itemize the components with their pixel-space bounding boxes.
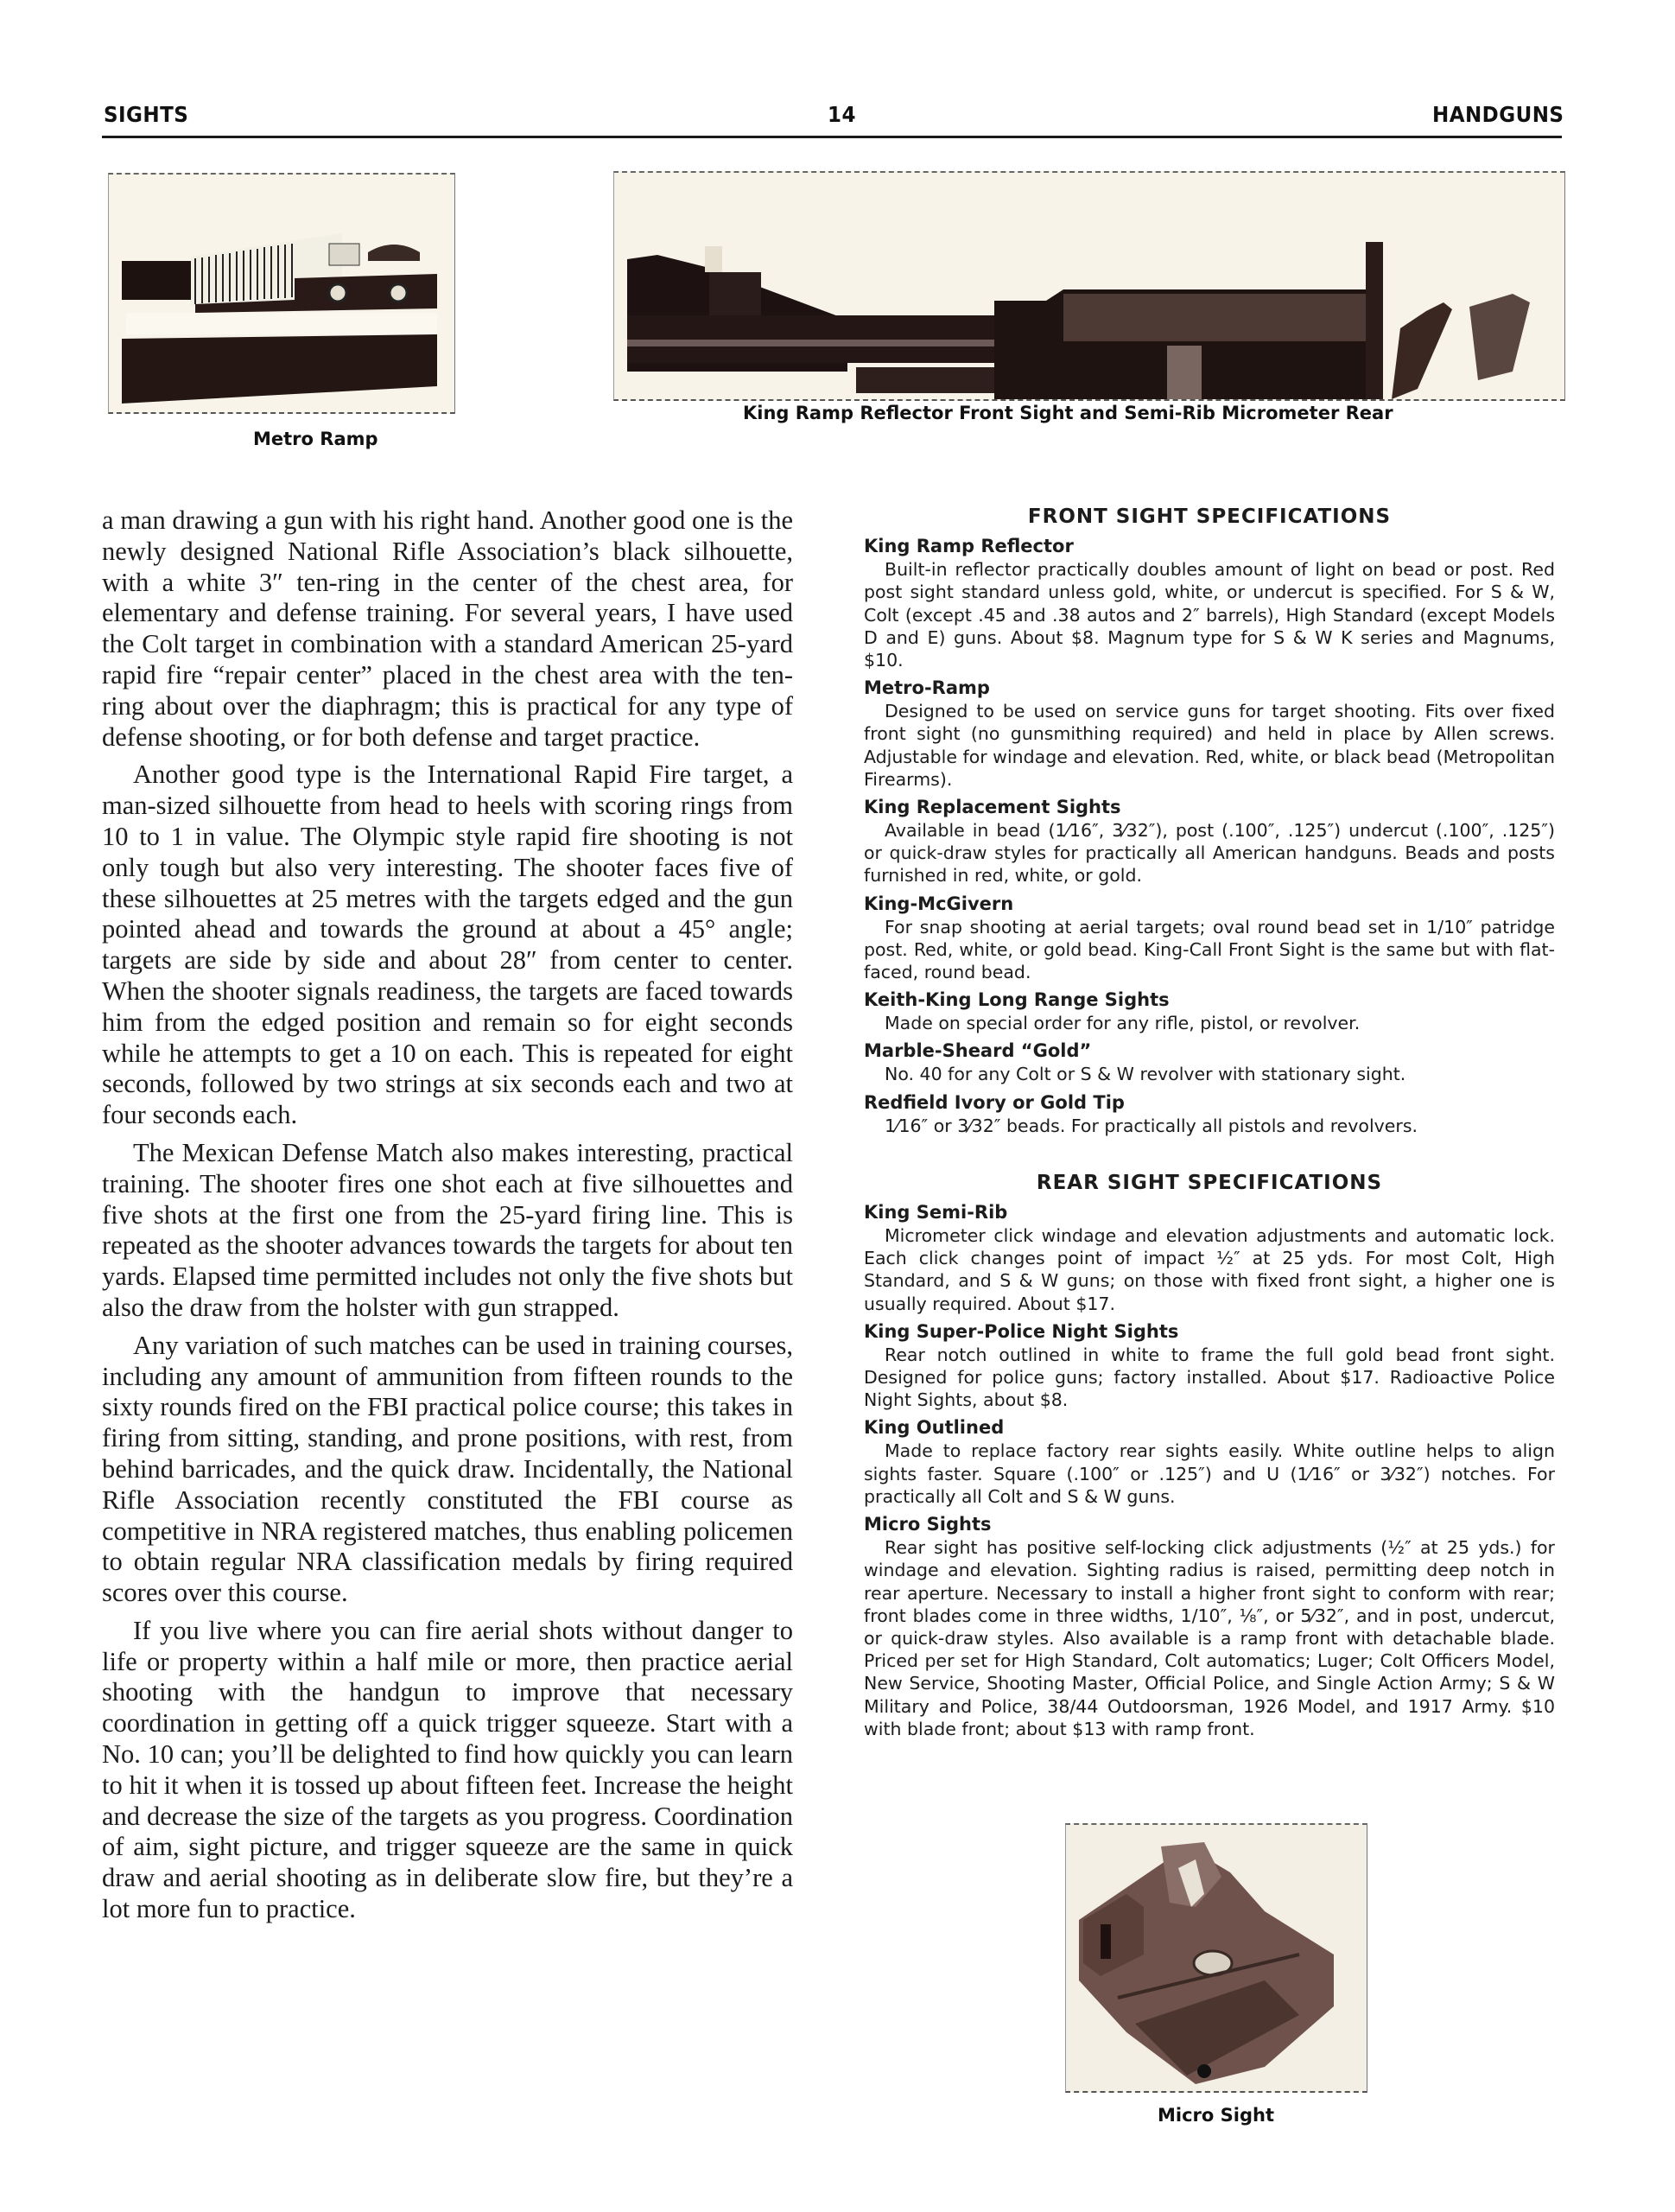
spec-item — [864, 1091, 1555, 1137]
spec-item — [864, 988, 1555, 1034]
spec-item-title: King Outlined — [864, 1417, 1005, 1439]
spec-item-body: Made to replace factory rear sights easily. White outline helps to align sights faster. Square (.100″ or .125″) and U (1⁄16″ or 3⁄32″) notches. For practically all Colt and S & W guns. — [864, 1440, 1555, 1507]
metro-ramp-caption: Metro Ramp — [253, 429, 378, 449]
spec-item-title: King Ramp Reflector — [864, 536, 1074, 557]
spec-item-body: Built-in reflector practically doubles amount of light on bead or post. Red post sight standard unless gold, white, or undercut is specified. For S & W, Colt (except .45 and .38 autos and 2″ barrels), High Standard (except Models D and E) guns. About $8. Magnum type for S & W K series and Magnums, $10. — [864, 559, 1555, 671]
page-number: 14 — [828, 102, 856, 127]
spec-item-title: Metro-Ramp — [864, 677, 990, 699]
spec-item-body: Rear notch outlined in white to frame the full gold bead front sight. Designed for police guns; factory installed. About $17. Radioactive Police Night Sights, about $8. — [864, 1344, 1555, 1411]
spec-item-title: Keith-King Long Range Sights — [864, 989, 1170, 1011]
king-ramp-caption: King Ramp Reflector Front Sight and Semi-Rib Micrometer Rear — [743, 403, 1393, 423]
front-sight-heading: FRONT SIGHT SPECIFICATIONS — [1027, 505, 1392, 528]
spec-item — [864, 535, 1555, 671]
paragraph: a man drawing a gun with his right hand. Another good one is the newly designed National Rifle Association’s black silhouette, with a white 3″ ten-ring in the center of the chest area, for elementary and defense training. For several years, I have used the Colt target in combination with a standard American 25-yard rapid fire “repair center” placed in the chest area with the ten-ring about over the diaphragm; this is practical for any type of defense shooting, or for both defense and target practice. — [102, 505, 793, 752]
running-header-book: HANDGUNS — [1432, 102, 1564, 127]
micro-sight-photo — [1065, 1823, 1367, 2093]
header-rule — [102, 136, 1562, 138]
spec-item-body: Designed to be used on service guns for target shooting. Fits over fixed front sight (no gunsmithing required) and held in place by Allen screws. Adjustable for windage and elevation. Red, white, or black bead (Metropolitan Firearms). — [864, 701, 1556, 790]
paragraph: If you live where you can fire aerial shots without danger to life or property within a half mile or more, then practice aerial shooting with the handgun to improve that necessary coordination in getting off a quick trigger squeeze. Start with a No. 10 can; you’ll be delighted to find how quickly you can learn to hit it when it is tossed up about fifteen feet. Increase the height and decrease the size of the targets as you progress. Coordination of aim, sight picture, and trigger squeeze are the same in quick draw and aerial shooting as in deliberate slow fire, but they’re a lot more fun to practice. — [102, 1615, 793, 1924]
spec-item-title: King Super-Police Night Sights — [864, 1320, 1179, 1342]
running-header-section: SIGHTS — [104, 102, 189, 127]
paragraph: Any variation of such matches can be used in training courses, including any amount of ammunition from fifteen rounds to the sixty rounds fired on the FBI practical police course; this takes in firing from sitting, standing, and prone positions, with rest, from behind barricades, and the quick draw. Incidentally, the National Rifle Association recently constituted the FBI course as competitive in NRA registered matches, thus enabling policemen to obtain regular NRA classification medals by firing required scores over this course. — [102, 1330, 793, 1608]
spec-item-title: King Replacement Sights — [864, 797, 1121, 818]
spec-item — [864, 1416, 1555, 1508]
spec-item — [864, 1320, 1555, 1412]
paragraph: Another good type is the International Rapid Fire target, a man-sized silhouette from head to heels with scoring rings from 10 to 1 in value. The Olympic style rapid fire shooting is not only tough but also very interesting. The shooter faces five of these silhouettes at 25 metres with the targets edged and the gun pointed ahead and towards the ground at about a 45° angle; targets are side by side and about 28″ from center to center. When the shooter signals readiness, the targets are faced towards him from the edged position and remain so for eight seconds while he attempts to get a 10 on each. This is repeated for eight seconds, followed by two strings at six seconds each and two at four seconds each. — [102, 760, 793, 1130]
spec-item-body: 1⁄16″ or 3⁄32″ beads. For practically all pistols and revolvers. — [885, 1115, 1418, 1136]
revolver-sights-illustration-icon — [614, 173, 1564, 399]
metro-ramp-photo — [108, 173, 455, 414]
spec-item — [864, 677, 1555, 791]
spec-item-title: Micro Sights — [864, 1514, 992, 1535]
spec-item — [864, 1201, 1555, 1315]
spec-item-body: For snap shooting at aerial targets; oval round bead set in 1/10″ patridge post. Red, white, or gold bead. King-Call Front Sight is the same but with flat-faced, round bead. — [864, 916, 1555, 983]
spec-item-title: King-McGivern — [864, 893, 1014, 914]
spec-item-title: Redfield Ivory or Gold Tip — [864, 1091, 1125, 1113]
rear-sight-heading: REAR SIGHT SPECIFICATIONS — [1036, 1171, 1383, 1194]
spec-item-title: Marble-Sheard “Gold” — [864, 1040, 1092, 1062]
spec-item — [864, 1039, 1555, 1085]
article-body — [102, 505, 793, 1932]
micro-sight-illustration-icon — [1066, 1825, 1367, 2091]
spec-item-body: Micrometer click windage and elevation adjustments and automatic lock. Each click changes point of impact ½″ at 25 yds. For most Colt, High Standard, and S & W guns; on those with fixed front sight, a higher one is usually required. About $17. — [864, 1225, 1555, 1314]
spec-item — [864, 1513, 1555, 1740]
spec-item-title: King Semi-Rib — [864, 1202, 1008, 1224]
spec-item-body: Made on special order for any rifle, pistol, or revolver. — [885, 1013, 1361, 1034]
spec-item — [864, 796, 1555, 887]
spec-item-body: Available in bead (1⁄16″, 3⁄32″), post (.100″, .125″) undercut (.100″, .125″) or quick-draw styles for practically all American handguns. Beads and posts furnished in red, white, or gold. — [864, 820, 1555, 887]
spec-item-body: No. 40 for any Colt or S & W revolver with stationary sight. — [885, 1064, 1406, 1085]
paragraph: The Mexican Defense Match also makes interesting, practical training. The shooter fires one shot each at five silhouettes and five shots at the first one from the 25-yard firing line. This is repeated as the shooter advances towards the targets for about ten yards. Elapsed time permitted includes not only the five shots but also the draw from the holster with gun strapped. — [102, 1137, 793, 1322]
metro-ramp-illustration-icon — [109, 175, 454, 412]
micro-sight-caption: Micro Sight — [1158, 2105, 1274, 2126]
sight-specifications — [864, 505, 1555, 1745]
spec-item — [864, 893, 1555, 984]
spec-item-body: Rear sight has positive self-locking click adjustments (½″ at 25 yds.) for windage and elevation. Sighting radius is raised, permitting deep notch in rear aperture. Necessary to install a higher front sight to conform with rear; front blades come in three widths, 1/10″, ⅛″, or 5⁄32″, and in post, undercut, or quick-draw styles. Also available is a ramp front with detachable blade. Priced per set for High Standard, Colt automatics; Luger; Colt Officers Model, New Service, Shooting Master, Official Police, and Single Action Army; S & W Military and Police, 38/44 Outdoorsman, 1926 Model, and 1917 Army. $10 with blade front; about $13 with ramp front. — [864, 1537, 1555, 1739]
king-ramp-reflector-photo — [613, 171, 1565, 401]
